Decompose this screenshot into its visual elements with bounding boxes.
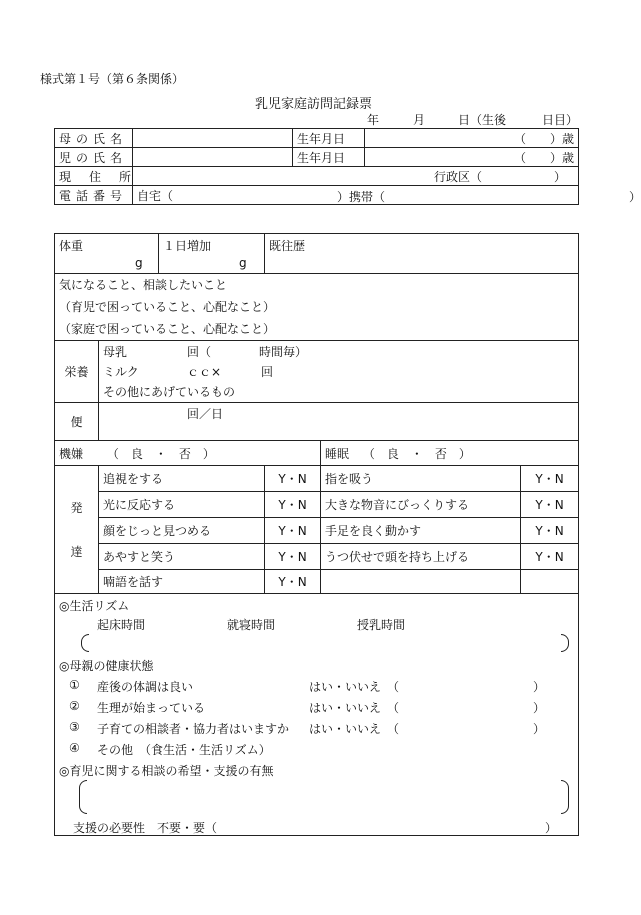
rhythm-bracket-right [561,634,569,652]
health-num-2: ② [69,699,80,713]
dev-item-3: 顔をじっと見つめる [99,518,265,544]
formula-cc: ｃｃ× [187,364,222,379]
dev-yn-2[interactable]: Y・N [265,492,321,518]
concerns-line-2: （育児で困っていること、心配なこと） [59,300,276,314]
stool-per-day: 回／日 [187,407,224,421]
mother-birthdate-label: 生年月日 [293,129,365,148]
dev-item-7: 大きな物音にびっくりする [321,492,521,518]
basic-info-table [54,128,641,205]
concerns-line-1: 気になること、相談したいこと [59,278,228,292]
support-bracket-left [79,780,87,814]
health-answer-2[interactable]: はい・いいえ （ [309,701,400,715]
other-feeding-label: その他にあげているもの [103,384,236,399]
breast-milk-times: 回（ 時間毎） [187,344,308,359]
health-close-3: ） [533,722,546,736]
rhythm-bracket-left [81,634,89,652]
health-text-3: 子育ての相談者・協力者はいますか [97,722,290,736]
mood-cell[interactable] [55,441,321,466]
health-answer-3[interactable]: はい・いいえ （ [309,722,400,736]
history-cell[interactable] [265,234,579,274]
form-label: 様式第１号（第６条関係） [40,72,185,86]
dev-empty-cell [321,570,521,594]
dev-item-9: うつ伏せで頭を持ち上げる [321,544,521,570]
dev-yn-1[interactable]: Y・N [265,466,321,492]
date-month: 月 [413,113,426,127]
mother-name-label: 母の氏名 [55,129,133,148]
nutrition-label: 栄養 [55,341,99,403]
phone-label: 電話番号 [55,186,133,205]
health-num-4: ④ [69,741,80,755]
dev-yn-9[interactable]: Y・N [521,544,579,570]
dev-item-2: 光に反応する [99,492,265,518]
page-title: 乳児家庭訪問記録票 [255,97,373,112]
weight-unit: g [135,256,143,270]
daily-gain-label: １日増加 [163,239,212,253]
address-label: 現住所 [55,167,133,186]
phone-close: ） [629,190,641,204]
phone-field[interactable] [133,186,641,205]
breast-milk-label: 母乳 [103,344,128,359]
dev-yn-8[interactable]: Y・N [521,518,579,544]
daily-gain-unit: g [239,256,247,270]
mobile-phone-label: ）携帯（ [337,190,386,204]
mood-label: 機嫌 [59,446,84,461]
mother-health-heading: ◎母親の健康状態 [59,659,154,673]
dev-item-8: 手足を良く動かす [321,518,521,544]
weight-cell[interactable] [55,234,159,274]
wake-time-label: 起床時間 [97,618,146,632]
dev-item-6: 指を吸う [321,466,521,492]
weight-label: 体重 [59,239,84,253]
nutrition-cell[interactable] [99,341,579,403]
sleep-label: 睡眠 [325,446,350,461]
mother-name-field[interactable] [133,129,293,148]
support-need-close: ） [545,821,558,835]
rhythm-heading: ◎生活リズム [59,599,130,613]
stool-cell[interactable] [99,403,579,441]
daily-gain-cell[interactable] [159,234,265,274]
dev-yn-3[interactable]: Y・N [265,518,321,544]
child-age-field[interactable]: （ ）歳 [365,148,579,167]
address-field[interactable]: 行政区（ ） [133,167,579,186]
health-text-1: 産後の体調は良い [97,680,194,694]
date-day: 日（生後 [458,113,507,127]
stool-label: 便 [55,403,99,441]
home-phone-label: 自宅（ [137,188,174,203]
dev-item-4: あやすと笑う [99,544,265,570]
dev-yn-6[interactable]: Y・N [521,466,579,492]
health-text-2: 生理が始まっている [97,701,206,715]
concerns-line-3: （家庭で困っていること、心配なこと） [59,322,276,336]
mother-age-field[interactable]: （ ）歳 [365,129,579,148]
child-name-field[interactable] [133,148,293,167]
sleep-cell[interactable] [321,441,579,466]
mood-options: （ 良 ・ 否 ） [106,446,215,461]
child-name-label: 児の氏名 [55,148,133,167]
health-close-1: ） [533,680,546,694]
health-num-1: ① [69,678,80,692]
visit-record-table [54,233,579,836]
dev-empty-yn [521,570,579,594]
sleep-options: （ 良 ・ 否 ） [362,446,471,461]
bed-time-label: 就寝時間 [227,618,276,632]
formula-label: ミルク [103,364,139,379]
dev-yn-7[interactable]: Y・N [521,492,579,518]
support-heading: ◎育児に関する相談の希望・支援の有無 [59,764,274,778]
feed-time-label: 授乳時間 [357,618,406,632]
date-days-suffix: 日目） [542,113,579,127]
dev-yn-5[interactable]: Y・N [265,570,321,594]
dev-yn-4[interactable]: Y・N [265,544,321,570]
health-close-2: ） [533,701,546,715]
support-need-label[interactable]: 支援の必要性 不要・要（ [73,821,218,835]
history-label: 既往歴 [269,239,306,253]
concerns-cell[interactable] [55,274,579,341]
health-answer-1[interactable]: はい・いいえ （ [309,680,400,694]
bottom-section [55,594,579,836]
development-label: 発達 [55,466,99,594]
health-text-4: その他 （食生活・生活リズム） [97,743,271,757]
support-bracket-right [561,780,569,814]
date-year: 年 [367,113,380,127]
dev-item-5: 喃語を話す [99,570,265,594]
child-birthdate-label: 生年月日 [293,148,365,167]
health-num-3: ③ [69,720,80,734]
formula-times: 回 [261,364,274,379]
dev-item-1: 追視をする [99,466,265,492]
